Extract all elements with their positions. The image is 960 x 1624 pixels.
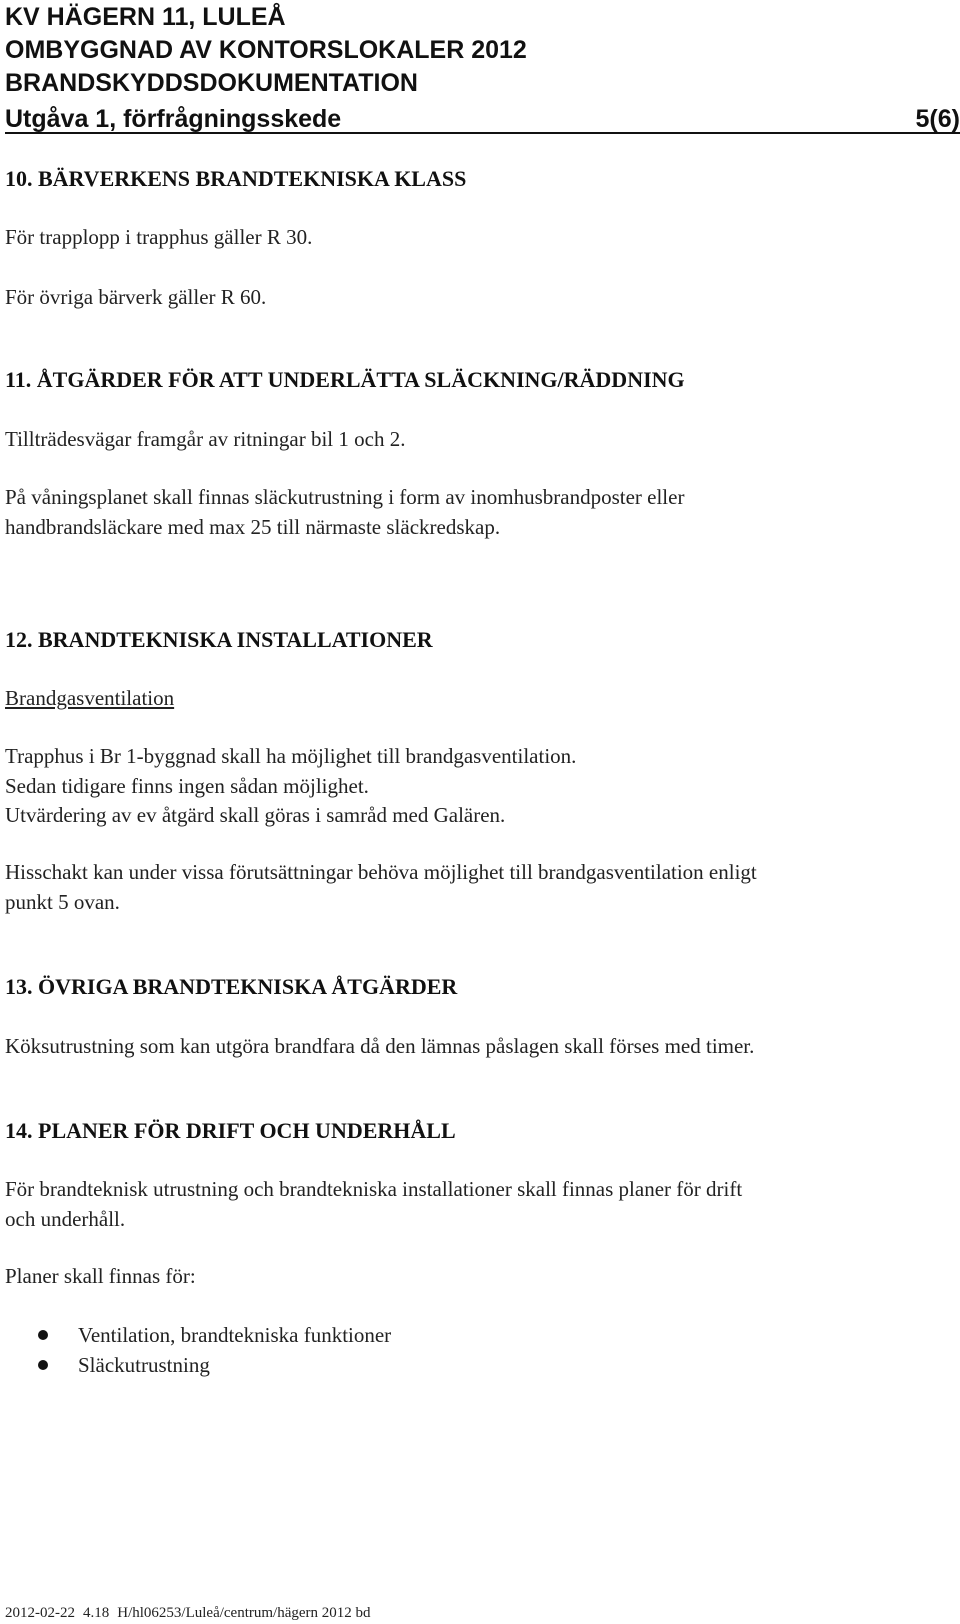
section-14-paragraph-1-line-1: För brandteknisk utrustning och brandtekniska installationer skall finnas planer för drift: [5, 1177, 743, 1201]
section-12-paragraph-1-line-2: Sedan tidigare finns ingen sådan möjlighet.: [5, 774, 369, 798]
section-12-heading: 12. BRANDTEKNISKA INSTALLATIONER: [5, 627, 433, 652]
bullet-text: Släckutrustning: [78, 1353, 210, 1377]
page-number: 5(6): [915, 105, 960, 133]
header-edition-row: [5, 104, 960, 134]
section-14-paragraph-2: Planer skall finnas för:: [5, 1264, 196, 1288]
section-10-paragraph-1: För trapplopp i trapphus gäller R 30.: [5, 225, 313, 249]
section-11-paragraph-2-line-1: På våningsplanet skall finnas släckutrustning i form av inomhusbrandposter eller: [5, 485, 685, 509]
bullet-text: Ventilation, brandtekniska funktioner: [78, 1323, 392, 1347]
section-10-heading: 10. BÄRVERKENS BRANDTEKNISKA KLASS: [5, 166, 467, 191]
header-edition: Utgåva 1, förfrågningsskede: [5, 105, 342, 133]
section-13-paragraph-1: Köksutrustning som kan utgöra brandfara då den lämnas påslagen skall förses med timer.: [5, 1034, 755, 1058]
section-12-paragraph-1-line-1: Trapphus i Br 1-byggnad skall ha möjlighet till brandgasventilation.: [5, 744, 577, 768]
section-13-heading: 13. ÖVRIGA BRANDTEKNISKA ÅTGÄRDER: [5, 974, 458, 999]
section-11-paragraph-1: Tillträdesvägar framgår av ritningar bil 1 och 2.: [5, 427, 406, 451]
section-12-paragraph-2-line-1: Hisschakt kan under vissa förutsättningar behöva möjlighet till brandgasventilation enligt: [5, 860, 757, 884]
footer-time: 4.18: [83, 1605, 110, 1621]
bullet-icon: [38, 1330, 48, 1340]
section-10-paragraph-2: För övriga bärverk gäller R 60.: [5, 285, 267, 309]
section-12-paragraph-2-line-2: punkt 5 ovan.: [5, 890, 120, 914]
section-12-subheading: Brandgasventilation: [5, 686, 175, 710]
footer: [5, 1604, 379, 1622]
bullet-icon: [38, 1360, 48, 1370]
section-14-paragraph-1-line-2: och underhåll.: [5, 1207, 126, 1231]
section-12-paragraph-1-line-3: Utvärdering av ev åtgärd skall göras i samråd med Galären.: [5, 803, 506, 827]
header-project-title: KV HÄGERN 11, LULEÅ: [5, 3, 286, 31]
section-11-heading: 11. ÅTGÄRDER FÖR ATT UNDERLÄTTA SLÄCKNING/RÄDDNING: [5, 367, 685, 392]
footer-date: 2012-02-22: [5, 1605, 75, 1621]
header-project-subtitle: OMBYGGNAD AV KONTORSLOKALER 2012: [5, 36, 527, 64]
header-document-type: BRANDSKYDDSDOKUMENTATION: [5, 69, 418, 97]
footer-file-path: H/hl06253/Luleå/centrum/hägern 2012 bd: [117, 1605, 371, 1621]
section-11-paragraph-2-line-2: handbrandsläckare med max 25 till närmaste släckredskap.: [5, 515, 501, 539]
section-14-heading: 14. PLANER FÖR DRIFT OCH UNDERHÅLL: [5, 1118, 456, 1143]
